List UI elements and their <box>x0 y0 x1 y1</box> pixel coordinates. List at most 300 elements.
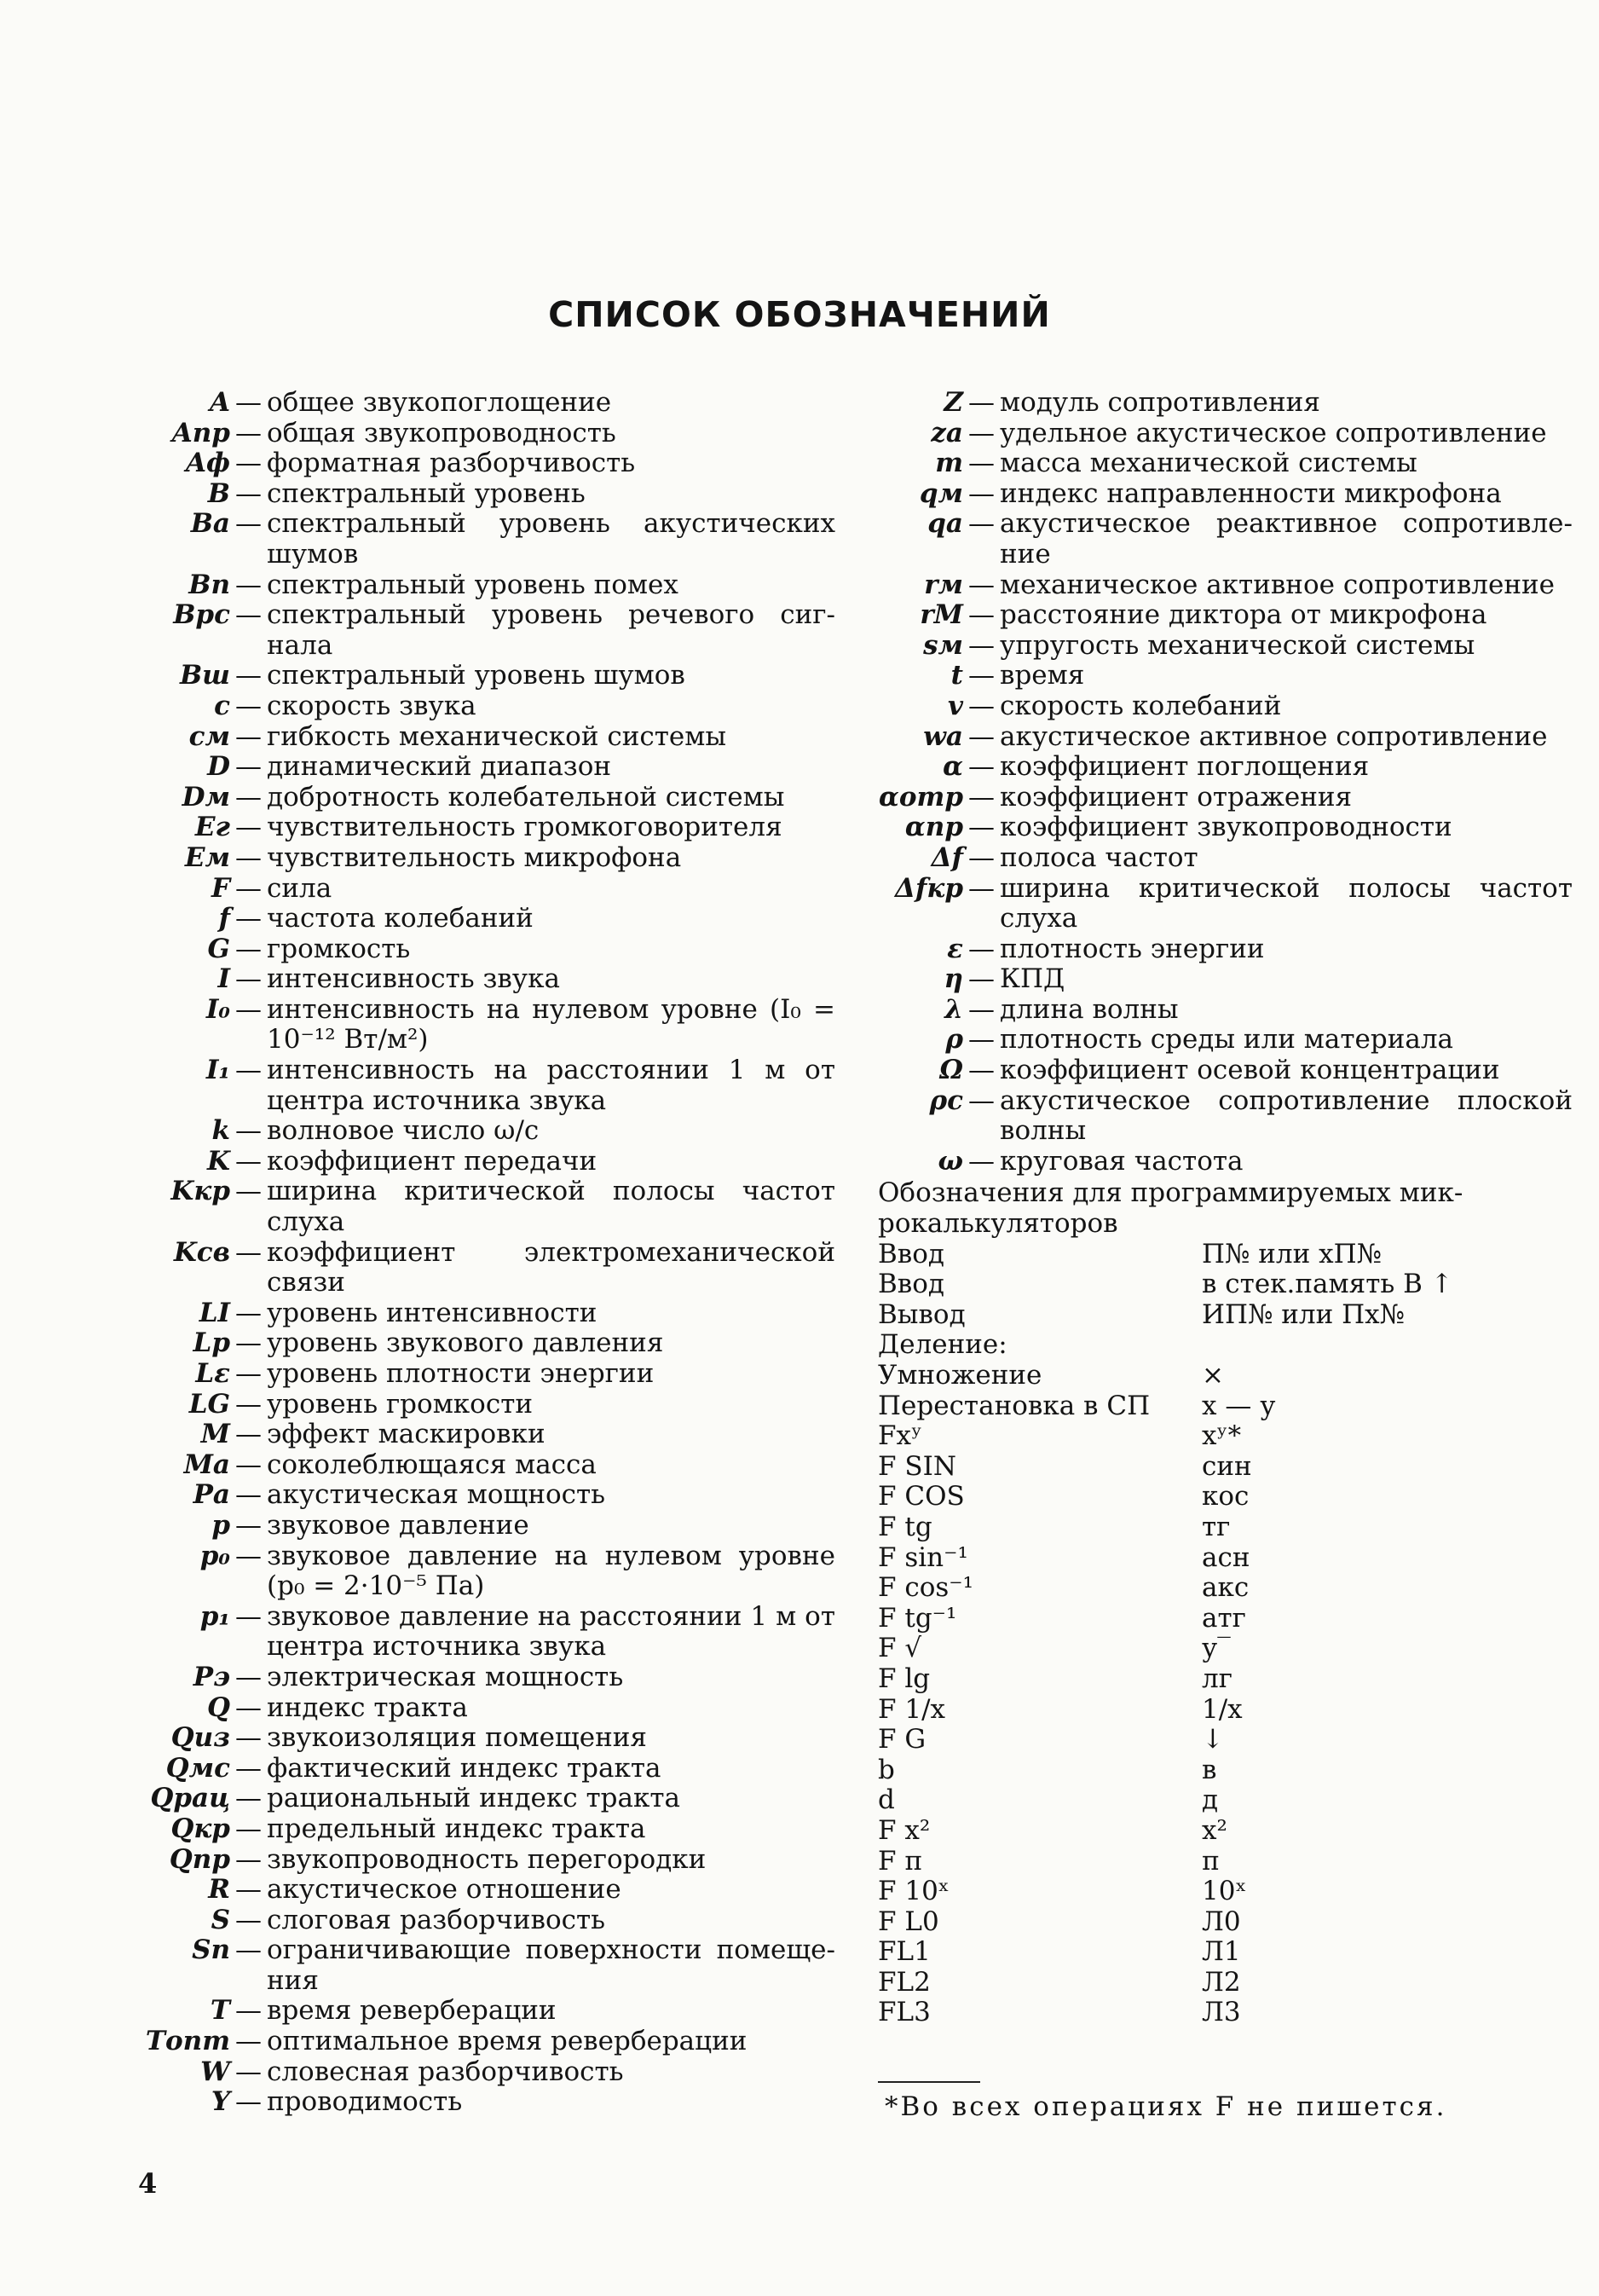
calc-row <box>878 1391 1573 1422</box>
symbol: Pэ <box>193 1661 230 1692</box>
symbol-description: коэффициент отражения <box>1000 781 1353 813</box>
symbol-row <box>128 600 835 661</box>
symbol: Eг <box>194 812 230 843</box>
calc-key <box>1202 1330 1573 1361</box>
calc-key: в стек.память В ↑ <box>1202 1269 1453 1300</box>
symbol-description: словесная разборчивость <box>267 2056 624 2087</box>
symbol: Mа <box>183 1449 230 1480</box>
symbol-row <box>878 631 1573 662</box>
calc-row <box>878 1937 1573 1968</box>
calc-operation: Вывод <box>878 1298 966 1330</box>
symbol-row <box>128 1541 835 1602</box>
symbol-list-right <box>878 388 1573 1177</box>
dash: — <box>235 1509 262 1541</box>
right-column <box>878 388 1573 2122</box>
symbol: ρ <box>945 1024 963 1055</box>
symbol-row <box>128 388 835 419</box>
symbol-row <box>878 419 1573 449</box>
symbol-description: модуль сопротивления <box>1000 387 1320 418</box>
calc-row <box>878 1877 1573 1907</box>
dash: — <box>235 903 262 934</box>
symbol-row <box>128 691 835 722</box>
symbol-row <box>878 783 1573 813</box>
calc-row <box>878 1664 1573 1695</box>
symbol: D <box>207 751 230 783</box>
calc-row <box>878 1421 1573 1452</box>
symbol-row <box>128 479 835 510</box>
calc-operation: F 10ˣ <box>878 1876 950 1907</box>
symbol: I₀ <box>205 993 230 1025</box>
symbol-row <box>128 1602 835 1663</box>
calc-row <box>878 1604 1573 1634</box>
dash: — <box>235 1358 262 1389</box>
symbol-row <box>128 1147 835 1177</box>
symbol-description: фактический индекс тракта <box>267 1752 661 1784</box>
calc-row <box>878 1543 1573 1574</box>
calc-key: П№ или хП№ <box>1202 1238 1382 1269</box>
calc-key: Л1 <box>1202 1936 1241 1968</box>
calc-row <box>878 1573 1573 1604</box>
symbol: Aф <box>185 448 230 479</box>
calc-key: × <box>1202 1360 1224 1391</box>
symbol: c <box>214 690 230 721</box>
calc-operation: F tg⁻¹ <box>878 1602 957 1634</box>
calc-operation: FL3 <box>878 1997 931 2028</box>
symbol-row <box>128 1906 835 1936</box>
calc-key: асн <box>1202 1541 1250 1573</box>
symbol: zа <box>931 417 963 448</box>
symbol-description: звуковое давление на нулевом уровне (p₀ = 2·10⁻⁵ Па) <box>267 1540 835 1602</box>
symbol-description: уровень громкости <box>267 1388 534 1420</box>
symbol: t <box>950 660 963 691</box>
symbol-description: эффект маскировки <box>267 1419 546 1450</box>
dash: — <box>235 1540 262 1571</box>
calc-row <box>878 1755 1573 1786</box>
calc-operation: FL1 <box>878 1936 931 1968</box>
symbol-description: ограничивающие поверхности помеще-ния <box>267 1935 835 1996</box>
calc-row <box>878 1968 1573 1998</box>
calc-row <box>878 1300 1573 1331</box>
dash: — <box>968 569 995 600</box>
dash: — <box>235 690 262 721</box>
calc-operation: Перестановка в СП <box>878 1390 1151 1421</box>
calc-operation: F SIN <box>878 1450 956 1482</box>
symbol: ε <box>947 933 963 964</box>
symbol-description: проводимость <box>267 2086 463 2118</box>
dash: — <box>235 477 262 509</box>
symbol-row <box>128 874 835 905</box>
symbol-row <box>128 1845 835 1876</box>
calc-row <box>878 1240 1573 1270</box>
symbol-row <box>878 388 1573 419</box>
dash: — <box>235 660 262 691</box>
symbol-description: плотность среды или материала <box>1000 1024 1454 1055</box>
symbol-description: общая звукопроводность <box>267 417 616 448</box>
dash: — <box>968 812 995 843</box>
symbol-row <box>128 1177 835 1237</box>
dash: — <box>235 1479 262 1511</box>
symbol: LG <box>188 1388 230 1420</box>
calc-operation: F √ <box>878 1633 922 1664</box>
dash: — <box>235 1600 262 1632</box>
symbol-row <box>128 1875 835 1906</box>
symbol-row <box>128 1328 835 1359</box>
calc-table <box>878 1240 1573 2028</box>
calc-row <box>878 1847 1573 1877</box>
dash: — <box>235 1661 262 1692</box>
dash: — <box>968 508 995 540</box>
symbol: Qрац <box>150 1783 230 1814</box>
dash: — <box>235 993 262 1025</box>
symbol-description: оптимальное время реверберации <box>267 2026 748 2057</box>
symbol-description: время реверберации <box>267 1995 557 2027</box>
dash: — <box>235 1874 262 1906</box>
symbol: Δfкр <box>894 872 963 904</box>
calc-operation: F L0 <box>878 1906 939 1937</box>
page-title: СПИСОК ОБОЗНАЧЕНИЙ <box>548 294 1051 335</box>
symbol: Kсв <box>173 1236 230 1268</box>
calc-row <box>878 1330 1573 1361</box>
symbol-description: круговая частота <box>1000 1145 1244 1177</box>
symbol: α <box>943 751 963 783</box>
dash: — <box>235 1722 262 1754</box>
symbol-description: звуковое давление на расстоянии 1 м от центра источника звука <box>267 1600 835 1663</box>
dash: — <box>235 448 262 479</box>
symbol-description: механическое активное сопротивление <box>1000 569 1555 600</box>
dash: — <box>235 1176 262 1207</box>
symbol: Ω <box>939 1055 963 1086</box>
symbol: S <box>211 1904 230 1935</box>
symbol-row <box>878 995 1573 1026</box>
symbol-row <box>128 1420 835 1450</box>
calc-row <box>878 1695 1573 1726</box>
dash: — <box>235 1419 262 1450</box>
calc-row <box>878 1725 1573 1755</box>
symbol-description: чувствительность микрофона <box>267 841 682 873</box>
symbol-row <box>128 1480 835 1511</box>
symbol-row <box>128 1238 835 1298</box>
dash: — <box>235 963 262 995</box>
symbol-row <box>878 600 1573 631</box>
calc-row <box>878 1634 1573 1664</box>
symbol-row <box>128 448 835 479</box>
dash: — <box>235 1055 262 1086</box>
dash: — <box>968 872 995 904</box>
dash: — <box>235 1692 262 1723</box>
calc-row <box>878 1998 1573 2028</box>
calc-key: атг <box>1202 1602 1246 1634</box>
calc-key: Л2 <box>1202 1966 1241 1998</box>
calc-operation: F 1/x <box>878 1693 946 1725</box>
symbol-description: масса механической системы <box>1000 448 1417 479</box>
symbol: R <box>208 1874 230 1906</box>
symbol: Δf <box>931 841 963 873</box>
symbol-description: частота колебаний <box>267 903 534 934</box>
symbol: qм <box>919 477 963 509</box>
symbol: αотр <box>878 781 963 813</box>
dash: — <box>968 933 995 964</box>
calc-row <box>878 1452 1573 1483</box>
symbol-description: общее звукопоглощение <box>267 387 612 418</box>
symbol-row <box>128 934 835 965</box>
dash: — <box>235 1904 262 1935</box>
symbol-row <box>878 964 1573 995</box>
symbol-description: интенсивность на расстоянии 1 м от центра источника звука <box>267 1055 835 1116</box>
symbol-row <box>128 752 835 783</box>
symbol: LI <box>199 1297 230 1328</box>
symbol-row <box>128 570 835 601</box>
symbol-row <box>128 1996 835 2027</box>
calc-operation: Умножение <box>878 1360 1042 1391</box>
calc-key: д <box>1202 1784 1219 1816</box>
symbol-description: индекс направленности микрофона <box>1000 477 1502 509</box>
symbol-description: уровень интенсивности <box>267 1297 597 1328</box>
calc-key: х — у <box>1202 1390 1276 1421</box>
symbol-description: акустическое активное сопротивление <box>1000 720 1548 752</box>
symbol: Qмс <box>165 1752 230 1784</box>
calc-key: у‾ <box>1202 1633 1231 1664</box>
symbol-row <box>128 1055 835 1116</box>
symbol-description: рациональный индекс тракта <box>267 1783 680 1814</box>
symbol-description: звукопроводность перегородки <box>267 1843 707 1875</box>
symbol-description: коэффициент осевой концентрации <box>1000 1055 1500 1086</box>
symbol-description: полоса частот <box>1000 841 1198 873</box>
dash: — <box>968 720 995 752</box>
calc-key: в <box>1202 1754 1217 1785</box>
dash: — <box>235 387 262 418</box>
symbol: rМ <box>920 599 963 631</box>
calc-operation: F tg <box>878 1511 932 1542</box>
dash: — <box>968 1024 995 1055</box>
symbol-row <box>128 813 835 843</box>
symbol: Dм <box>182 781 230 813</box>
symbol: Tопт <box>145 2026 230 2057</box>
symbol-description: динамический диапазон <box>267 751 612 783</box>
symbol: λ <box>944 993 963 1025</box>
symbol-row <box>878 752 1573 783</box>
symbol-row <box>128 1359 835 1390</box>
calc-heading: Обозначения для программируемых мик-рокалькуляторов <box>878 1177 1463 1240</box>
dash: — <box>235 599 262 631</box>
calc-key: π <box>1202 1845 1220 1877</box>
calc-row <box>878 1512 1573 1543</box>
symbol: cм <box>188 720 230 752</box>
symbol: Bп <box>188 569 230 600</box>
symbol: Z <box>944 387 963 418</box>
symbol-row <box>128 995 835 1055</box>
symbol-description: уровень звукового давления <box>267 1327 664 1359</box>
symbol: η <box>944 963 963 995</box>
symbol-description: форматная разборчивость <box>267 448 636 479</box>
calc-key: тг <box>1202 1511 1231 1542</box>
symbol-description: коэффициент поглощения <box>1000 751 1370 783</box>
dash: — <box>235 872 262 904</box>
symbol-description: акустическое реактивное сопротивле-ние <box>1000 508 1573 570</box>
dash: — <box>968 751 995 783</box>
symbol-description: скорость звука <box>267 690 476 721</box>
dash: — <box>235 1752 262 1784</box>
dash: — <box>235 1236 262 1268</box>
calc-row <box>878 1269 1573 1300</box>
symbol-description: время <box>1000 660 1085 691</box>
dash: — <box>968 1055 995 1086</box>
symbol: Bа <box>190 508 230 540</box>
symbol-row <box>128 2027 835 2057</box>
symbol-description: громкость <box>267 933 411 964</box>
symbol: Bрс <box>173 599 230 631</box>
symbol-row <box>128 783 835 813</box>
symbol: Bш <box>179 660 230 691</box>
symbol-row <box>878 448 1573 479</box>
symbol-description: спектральный уровень акустических шумов <box>267 508 835 570</box>
dash: — <box>968 599 995 631</box>
dash: — <box>235 1995 262 2027</box>
symbol-description: КПД <box>1000 963 1065 995</box>
dash: — <box>968 841 995 873</box>
symbol-description: гибкость механической системы <box>267 720 727 752</box>
symbol-row <box>878 479 1573 510</box>
symbol: Sп <box>192 1935 230 1966</box>
symbol-description: ширина критической полосы частот слуха <box>1000 872 1573 934</box>
symbol-row <box>878 813 1573 843</box>
dash: — <box>235 1449 262 1480</box>
dash: — <box>235 933 262 964</box>
symbol-row <box>128 1754 835 1784</box>
symbol-description: ширина критической полосы частот слуха <box>267 1176 835 1238</box>
dash: — <box>968 660 995 691</box>
symbol-row <box>878 1055 1573 1086</box>
symbol-description: акустическая мощность <box>267 1479 606 1511</box>
symbol: qа <box>927 508 963 540</box>
symbol: Kкр <box>170 1176 230 1207</box>
calc-operation: Fxʸ <box>878 1420 923 1452</box>
dash: — <box>235 508 262 540</box>
dash: — <box>968 448 995 479</box>
calc-operation: F G <box>878 1724 926 1755</box>
dash: — <box>235 2026 262 2057</box>
symbol: wа <box>923 720 963 752</box>
symbol-description: волновое число ω/c <box>267 1115 540 1147</box>
calc-row <box>878 1482 1573 1512</box>
dash: — <box>235 569 262 600</box>
symbol-row <box>128 843 835 874</box>
dash: — <box>235 1783 262 1814</box>
symbol: Pа <box>193 1479 230 1511</box>
symbol: Qпр <box>169 1843 230 1875</box>
symbol-description: спектральный уровень шумов <box>267 660 685 691</box>
symbol: W <box>200 2056 230 2087</box>
symbol: T <box>210 1995 230 2027</box>
symbol: p₀ <box>199 1540 230 1571</box>
symbol: sм <box>923 629 963 661</box>
symbol-description: коэффициент электромеханической связи <box>267 1236 835 1298</box>
symbol-row <box>878 691 1573 722</box>
dash: — <box>968 690 995 721</box>
calc-operation: F cos⁻¹ <box>878 1572 974 1604</box>
symbol-row <box>128 1784 835 1814</box>
symbol: B <box>207 477 230 509</box>
symbol: f <box>218 903 230 934</box>
dash: — <box>968 387 995 418</box>
symbol-description: звукоизоляция помещения <box>267 1722 647 1754</box>
calc-key: ИП№ или Пх№ <box>1202 1298 1405 1330</box>
symbol-description: коэффициент передачи <box>267 1145 597 1177</box>
symbol-description: скорость колебаний <box>1000 690 1282 721</box>
calc-operation: FL2 <box>878 1966 931 1998</box>
symbol-row <box>128 1298 835 1329</box>
calc-operation: Ввод <box>878 1238 944 1269</box>
calc-operation: F sin⁻¹ <box>878 1541 968 1573</box>
symbol-description: спектральный уровень помех <box>267 569 678 600</box>
calc-key: x² <box>1202 1814 1227 1846</box>
calc-operation: F π <box>878 1845 922 1877</box>
symbol-description: акустическое отношение <box>267 1874 621 1906</box>
symbol-row <box>128 1116 835 1147</box>
symbol: F <box>211 872 230 904</box>
symbol-row <box>878 874 1573 934</box>
symbol: ω <box>938 1145 963 1177</box>
symbol-description: звуковое давление <box>267 1509 529 1541</box>
symbol-description: добротность колебательной системы <box>267 781 785 813</box>
symbol-description: плотность энергии <box>1000 933 1265 964</box>
symbol-row <box>128 1723 835 1754</box>
dash: — <box>235 812 262 843</box>
dash: — <box>968 963 995 995</box>
symbol-description: удельное акустическое сопротивление <box>1000 417 1547 448</box>
calc-row <box>878 1361 1573 1391</box>
symbol-row <box>878 843 1573 874</box>
symbol-row <box>878 1147 1573 1177</box>
symbol-description: длина волны <box>1000 993 1179 1025</box>
calc-operation: Ввод <box>878 1269 944 1300</box>
symbol: G <box>207 933 230 964</box>
symbol-row <box>128 1935 835 1996</box>
symbol-row <box>878 1086 1573 1147</box>
symbol-description: акустическое сопротивление плоской волны <box>1000 1084 1573 1147</box>
symbol-row <box>878 1025 1573 1055</box>
symbol: k <box>211 1115 230 1147</box>
dash: — <box>235 841 262 873</box>
symbol: Lε <box>195 1358 230 1389</box>
symbol: I₁ <box>205 1055 230 1086</box>
dash: — <box>235 1297 262 1328</box>
calc-operation: F lg <box>878 1663 931 1694</box>
dash: — <box>235 1388 262 1420</box>
calc-operation: F COS <box>878 1481 965 1512</box>
footnote-divider <box>878 2081 980 2083</box>
dash: — <box>235 417 262 448</box>
symbol-description: уровень плотности энергии <box>267 1358 655 1389</box>
symbol-row <box>128 1390 835 1420</box>
symbol: Qиз <box>170 1722 230 1754</box>
dash: — <box>968 1145 995 1177</box>
symbol: M <box>200 1419 230 1450</box>
symbol: Y <box>211 2086 230 2118</box>
symbol-description: соколеблющаяся масса <box>267 1449 597 1480</box>
calc-operation: F x² <box>878 1814 931 1846</box>
dash: — <box>235 720 262 752</box>
symbol-description: спектральный уровень <box>267 477 586 509</box>
symbol-description: спектральный уровень речевого сиг-нала <box>267 599 835 661</box>
dash: — <box>235 2056 262 2087</box>
symbol-row <box>878 722 1573 753</box>
calc-key: 10ˣ <box>1202 1876 1247 1907</box>
calc-key: xʸ* <box>1202 1420 1242 1452</box>
symbol: I <box>217 963 230 995</box>
symbol: v <box>947 690 963 721</box>
symbol-row <box>128 1511 835 1541</box>
symbol: Qкр <box>170 1813 230 1844</box>
